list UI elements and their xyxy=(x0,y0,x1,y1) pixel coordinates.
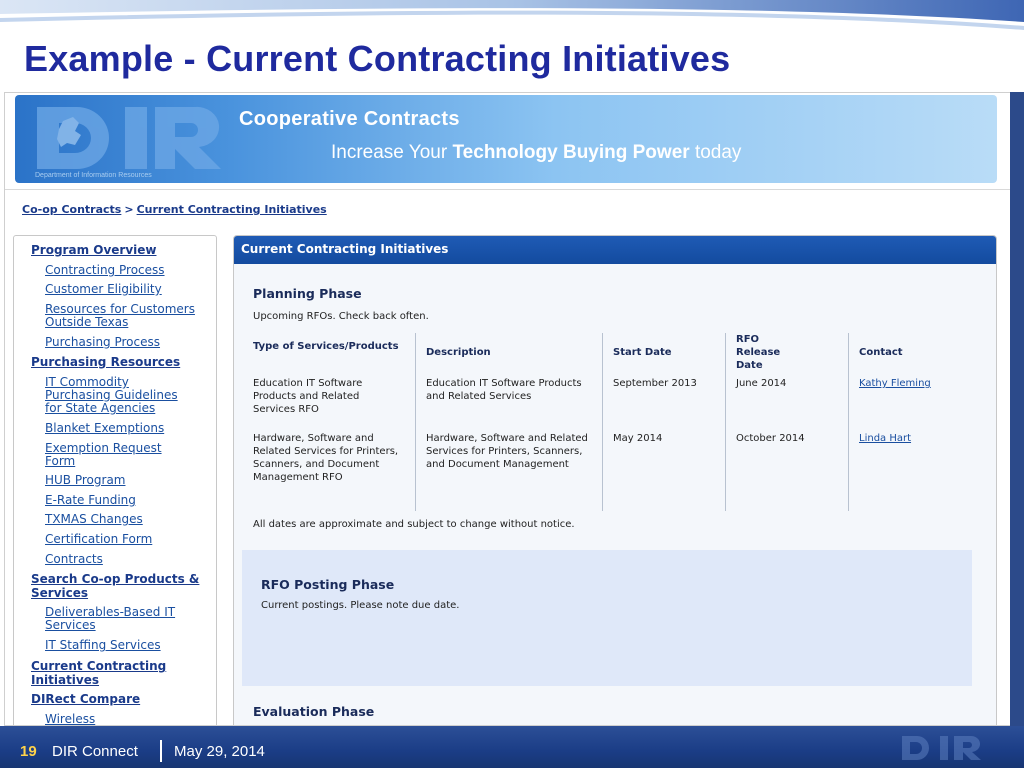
banner-tagline-bold: Technology Buying Power xyxy=(452,142,690,163)
dir-watermark-logo xyxy=(898,732,1008,764)
header-swoosh xyxy=(0,0,1024,32)
table-column-divider xyxy=(725,333,726,511)
nav-search-coop-products[interactable]: Search Co-op Products & Services xyxy=(31,572,200,600)
nav-contracting-process[interactable]: Contracting Process xyxy=(45,263,165,277)
evaluation-phase-title: Evaluation Phase xyxy=(253,704,375,719)
slide-edge-strip xyxy=(1010,92,1024,726)
banner-tagline-pre: Increase Your xyxy=(331,142,448,163)
slide-title: Example - Current Contracting Initiatives xyxy=(24,38,731,79)
footer-org: DIR Connect xyxy=(52,743,138,760)
nav-it-commodity-guidelines[interactable]: IT Commodity Purchasing Guidelines for State Agencies xyxy=(45,375,178,415)
sidebar-nav xyxy=(13,235,217,726)
breadcrumb-separator: > xyxy=(124,203,134,216)
table-column-divider xyxy=(415,333,416,511)
contact-link-kathy-fleming[interactable]: Kathy Fleming xyxy=(859,378,931,389)
rfo-posting-note: Current postings. Please note due date. xyxy=(261,600,460,611)
dir-logo-subtext: Department of Information Resources xyxy=(35,172,152,179)
nav-deliverables-based-it[interactable]: Deliverables-Based IT Services xyxy=(45,605,176,632)
nav-purchasing-process[interactable]: Purchasing Process xyxy=(45,335,161,349)
banner-title: Cooperative Contracts xyxy=(239,108,460,130)
nav-exemption-request-form[interactable]: Exemption Request Form xyxy=(45,441,162,468)
footer-divider xyxy=(160,740,162,762)
nav-resources-outside-texas[interactable]: Resources for Customers Outside Texas xyxy=(45,302,195,329)
slide-footer xyxy=(0,726,1024,768)
table-cell-release-date: June 2014 xyxy=(736,378,787,389)
column-header-type: Type of Services/Products xyxy=(253,341,399,352)
nav-certification-form[interactable]: Certification Form xyxy=(45,532,153,546)
column-header-contact: Contact xyxy=(859,347,903,358)
table-cell-start-date: May 2014 xyxy=(613,433,663,444)
panel-title: Current Contracting Initiatives xyxy=(241,242,449,256)
column-header-release-date: RFO Release Date xyxy=(736,334,781,371)
planning-phase-note: Upcoming RFOs. Check back often. xyxy=(253,311,429,322)
table-cell-type: Hardware, Software and Related Services for Printers, Scanners, and Document Management RFO xyxy=(253,433,399,483)
planning-phase-title: Planning Phase xyxy=(253,286,362,301)
nav-it-staffing-services[interactable]: IT Staffing Services xyxy=(45,638,161,652)
breadcrumb-current-initiatives[interactable]: Current Contracting Initiatives xyxy=(136,203,327,216)
table-cell-description: Education IT Software Products and Related Services xyxy=(426,378,582,402)
footer-date: May 29, 2014 xyxy=(174,743,265,760)
nav-wireless[interactable]: Wireless xyxy=(45,712,96,726)
nav-purchasing-resources[interactable]: Purchasing Resources xyxy=(31,355,181,369)
table-cell-start-date: September 2013 xyxy=(613,378,697,389)
banner-tagline xyxy=(331,142,741,164)
table-cell-release-date: October 2014 xyxy=(736,433,805,444)
slide-number: 19 xyxy=(20,743,37,760)
table-column-divider xyxy=(602,333,603,511)
column-header-description: Description xyxy=(426,347,491,358)
nav-e-rate-funding[interactable]: E-Rate Funding xyxy=(45,493,136,507)
nav-contracts[interactable]: Contracts xyxy=(45,552,103,566)
table-cell-type: Education IT Software Products and Related Services RFO xyxy=(253,378,363,415)
table-column-divider xyxy=(848,333,849,511)
nav-hub-program[interactable]: HUB Program xyxy=(45,473,126,487)
rfo-posting-section xyxy=(242,550,972,686)
nav-txmas-changes[interactable]: TXMAS Changes xyxy=(45,512,143,526)
banner-tagline-post: today xyxy=(694,142,742,163)
nav-customer-eligibility[interactable]: Customer Eligibility xyxy=(45,282,162,296)
breadcrumb-coop-contracts[interactable]: Co-op Contracts xyxy=(22,203,122,216)
panel-header xyxy=(234,236,997,264)
table-cell-description: Hardware, Software and Related Services for Printers, Scanners, and Document Management xyxy=(426,433,588,470)
current-initiatives-panel xyxy=(233,235,997,726)
nav-blanket-exemptions[interactable]: Blanket Exemptions xyxy=(45,421,165,435)
rfo-posting-title: RFO Posting Phase xyxy=(261,577,395,592)
banner-divider xyxy=(5,189,1016,190)
dates-disclaimer: All dates are approximate and subject to change without notice. xyxy=(253,519,575,530)
nav-program-overview[interactable]: Program Overview xyxy=(31,243,157,257)
column-header-start-date: Start Date xyxy=(613,347,672,358)
webpage-screenshot xyxy=(4,92,1016,726)
breadcrumb xyxy=(22,203,327,216)
nav-current-contracting-initiatives[interactable]: Current Contracting Initiatives xyxy=(31,659,167,687)
cooperative-contracts-banner xyxy=(15,95,997,183)
dir-logo xyxy=(33,99,233,179)
nav-direct-compare[interactable]: DIRect Compare xyxy=(31,692,141,706)
contact-link-linda-hart[interactable]: Linda Hart xyxy=(859,433,912,444)
